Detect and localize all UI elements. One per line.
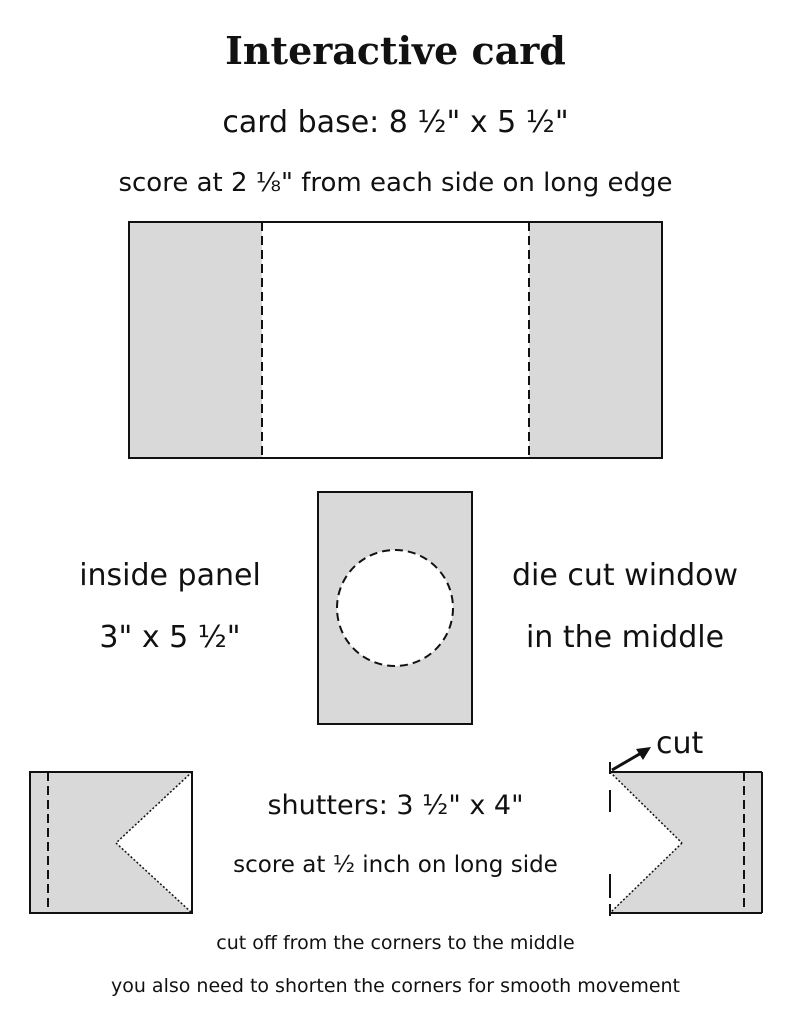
- inside-panel-diagram: [318, 492, 472, 724]
- die-cut-window-circle: [337, 550, 453, 666]
- shutters-score-note: score at ½ inch on long side: [233, 852, 558, 878]
- right-shutter-diagram: [610, 762, 762, 922]
- footer-note-1: cut off from the corners to the middle: [216, 932, 575, 954]
- inside-panel-dimensions: 3" x 5 ½": [99, 620, 241, 655]
- card-base-dimensions: card base: 8 ½" x 5 ½": [222, 105, 569, 140]
- footer-note-2: you also need to shorten the corners for smooth movement: [110, 975, 681, 997]
- page-title: Interactive card: [225, 28, 566, 73]
- left-shutter-shape: [30, 772, 192, 913]
- shutters-dimensions: shutters: 3 ½" x 4": [267, 790, 524, 821]
- inside-panel-label: inside panel: [79, 558, 261, 593]
- card-base-right-flap: [529, 222, 662, 458]
- left-shutter-diagram: [30, 772, 192, 913]
- score-instruction: score at 2 ⅛" from each side on long edge: [118, 168, 673, 198]
- die-cut-position: in the middle: [525, 620, 725, 655]
- card-base-diagram: [129, 222, 662, 458]
- cut-arrow-icon: [612, 747, 651, 770]
- card-base-left-flap: [129, 222, 262, 458]
- cut-label: cut: [656, 726, 704, 761]
- die-cut-label: die cut window: [512, 558, 738, 593]
